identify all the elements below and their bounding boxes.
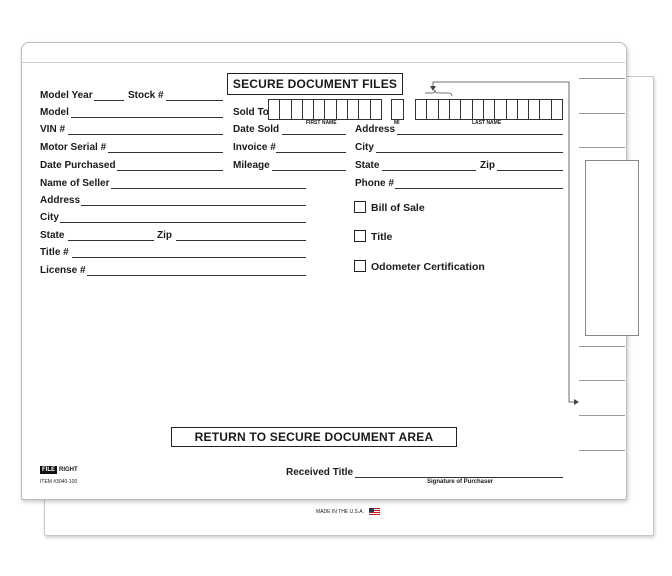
side-rule bbox=[579, 450, 625, 451]
model-year-label: Model Year bbox=[40, 90, 93, 101]
logo-file-text: FILE bbox=[42, 467, 55, 473]
name-of-seller-label: Name of Seller bbox=[40, 178, 110, 189]
seller-state-label: State bbox=[40, 230, 65, 241]
sold-to-label: Sold To bbox=[233, 107, 269, 118]
vin-label: VIN # bbox=[40, 124, 66, 135]
item-number-text: ITEM #3040-100 bbox=[40, 479, 78, 485]
us-flag-icon bbox=[369, 508, 380, 515]
folder-flap-fold bbox=[22, 62, 625, 63]
middle-initial-box[interactable] bbox=[391, 99, 404, 120]
document-window bbox=[585, 160, 639, 336]
side-rule bbox=[579, 415, 625, 416]
logo-right-text: RIGHT bbox=[59, 467, 78, 473]
mi-caption: MI bbox=[394, 120, 400, 126]
date-purchased-label: Date Purchased bbox=[40, 160, 116, 171]
seller-zip-input[interactable] bbox=[176, 240, 306, 241]
buyer-city-input[interactable] bbox=[376, 152, 563, 153]
bill-of-sale-label: Bill of Sale bbox=[371, 202, 425, 214]
title-checkbox-label: Title bbox=[371, 231, 393, 243]
side-rule bbox=[579, 78, 625, 79]
date-sold-input[interactable] bbox=[282, 134, 346, 135]
buyer-zip-input[interactable] bbox=[497, 170, 563, 171]
return-to-secure-area-banner: RETURN TO SECURE DOCUMENT AREA bbox=[171, 427, 457, 447]
buyer-city-label: City bbox=[355, 142, 374, 153]
odometer-certification-checkbox[interactable] bbox=[354, 260, 366, 272]
first-name-boxes[interactable] bbox=[268, 99, 382, 120]
model-year-input[interactable] bbox=[94, 100, 124, 101]
title-number-input[interactable] bbox=[72, 257, 306, 258]
seller-address-label: Address bbox=[40, 195, 81, 206]
last-name-boxes[interactable] bbox=[415, 99, 563, 120]
license-input[interactable] bbox=[87, 275, 306, 276]
buyer-address-label: Address bbox=[355, 124, 396, 135]
buyer-address-input[interactable] bbox=[397, 134, 563, 135]
mileage-label: Mileage bbox=[233, 160, 270, 171]
seller-city-label: City bbox=[40, 212, 59, 223]
title-checkbox[interactable] bbox=[354, 230, 366, 242]
motor-serial-input[interactable] bbox=[108, 152, 223, 153]
title-number-label: Title # bbox=[40, 247, 69, 258]
first-name-caption: FIRST NAME bbox=[306, 120, 337, 126]
stock-input[interactable] bbox=[166, 100, 223, 101]
seller-city-input[interactable] bbox=[60, 222, 306, 223]
seller-address-input[interactable] bbox=[81, 205, 306, 206]
date-sold-label: Date Sold bbox=[233, 124, 280, 135]
side-rule bbox=[579, 113, 625, 114]
phone-input[interactable] bbox=[395, 188, 563, 189]
buyer-zip-label: Zip bbox=[480, 160, 495, 171]
signature-input[interactable] bbox=[355, 477, 563, 478]
side-rule bbox=[579, 380, 625, 381]
routing-arrow-icon bbox=[425, 76, 585, 410]
last-name-caption: LAST NAME bbox=[472, 120, 502, 126]
date-purchased-input[interactable] bbox=[117, 170, 223, 171]
file-right-logo bbox=[40, 466, 78, 474]
buyer-state-input[interactable] bbox=[382, 170, 476, 171]
odometer-certification-label: Odometer Certification bbox=[371, 261, 485, 273]
motor-serial-label: Motor Serial # bbox=[40, 142, 107, 153]
invoice-label: Invoice # bbox=[233, 142, 276, 153]
seller-state-input[interactable] bbox=[68, 240, 154, 241]
received-title-label: Received Title bbox=[286, 467, 354, 478]
vin-input[interactable] bbox=[68, 134, 223, 135]
made-in-usa-text: MADE IN THE U.S.A. bbox=[316, 509, 364, 515]
model-label: Model bbox=[40, 107, 69, 118]
model-input[interactable] bbox=[71, 117, 223, 118]
signature-caption: Signature of Purchaser bbox=[427, 479, 494, 485]
mileage-input[interactable] bbox=[272, 170, 346, 171]
bill-of-sale-checkbox[interactable] bbox=[354, 201, 366, 213]
invoice-input[interactable] bbox=[276, 152, 346, 153]
seller-zip-label: Zip bbox=[157, 230, 172, 241]
side-rule bbox=[579, 346, 625, 347]
phone-label: Phone # bbox=[355, 178, 394, 189]
secure-document-files-title: SECURE DOCUMENT FILES bbox=[227, 73, 403, 95]
buyer-state-label: State bbox=[355, 160, 380, 171]
stock-label: Stock # bbox=[128, 90, 164, 101]
license-label: License # bbox=[40, 265, 86, 276]
name-of-seller-input[interactable] bbox=[111, 188, 306, 189]
side-rule bbox=[579, 147, 625, 148]
